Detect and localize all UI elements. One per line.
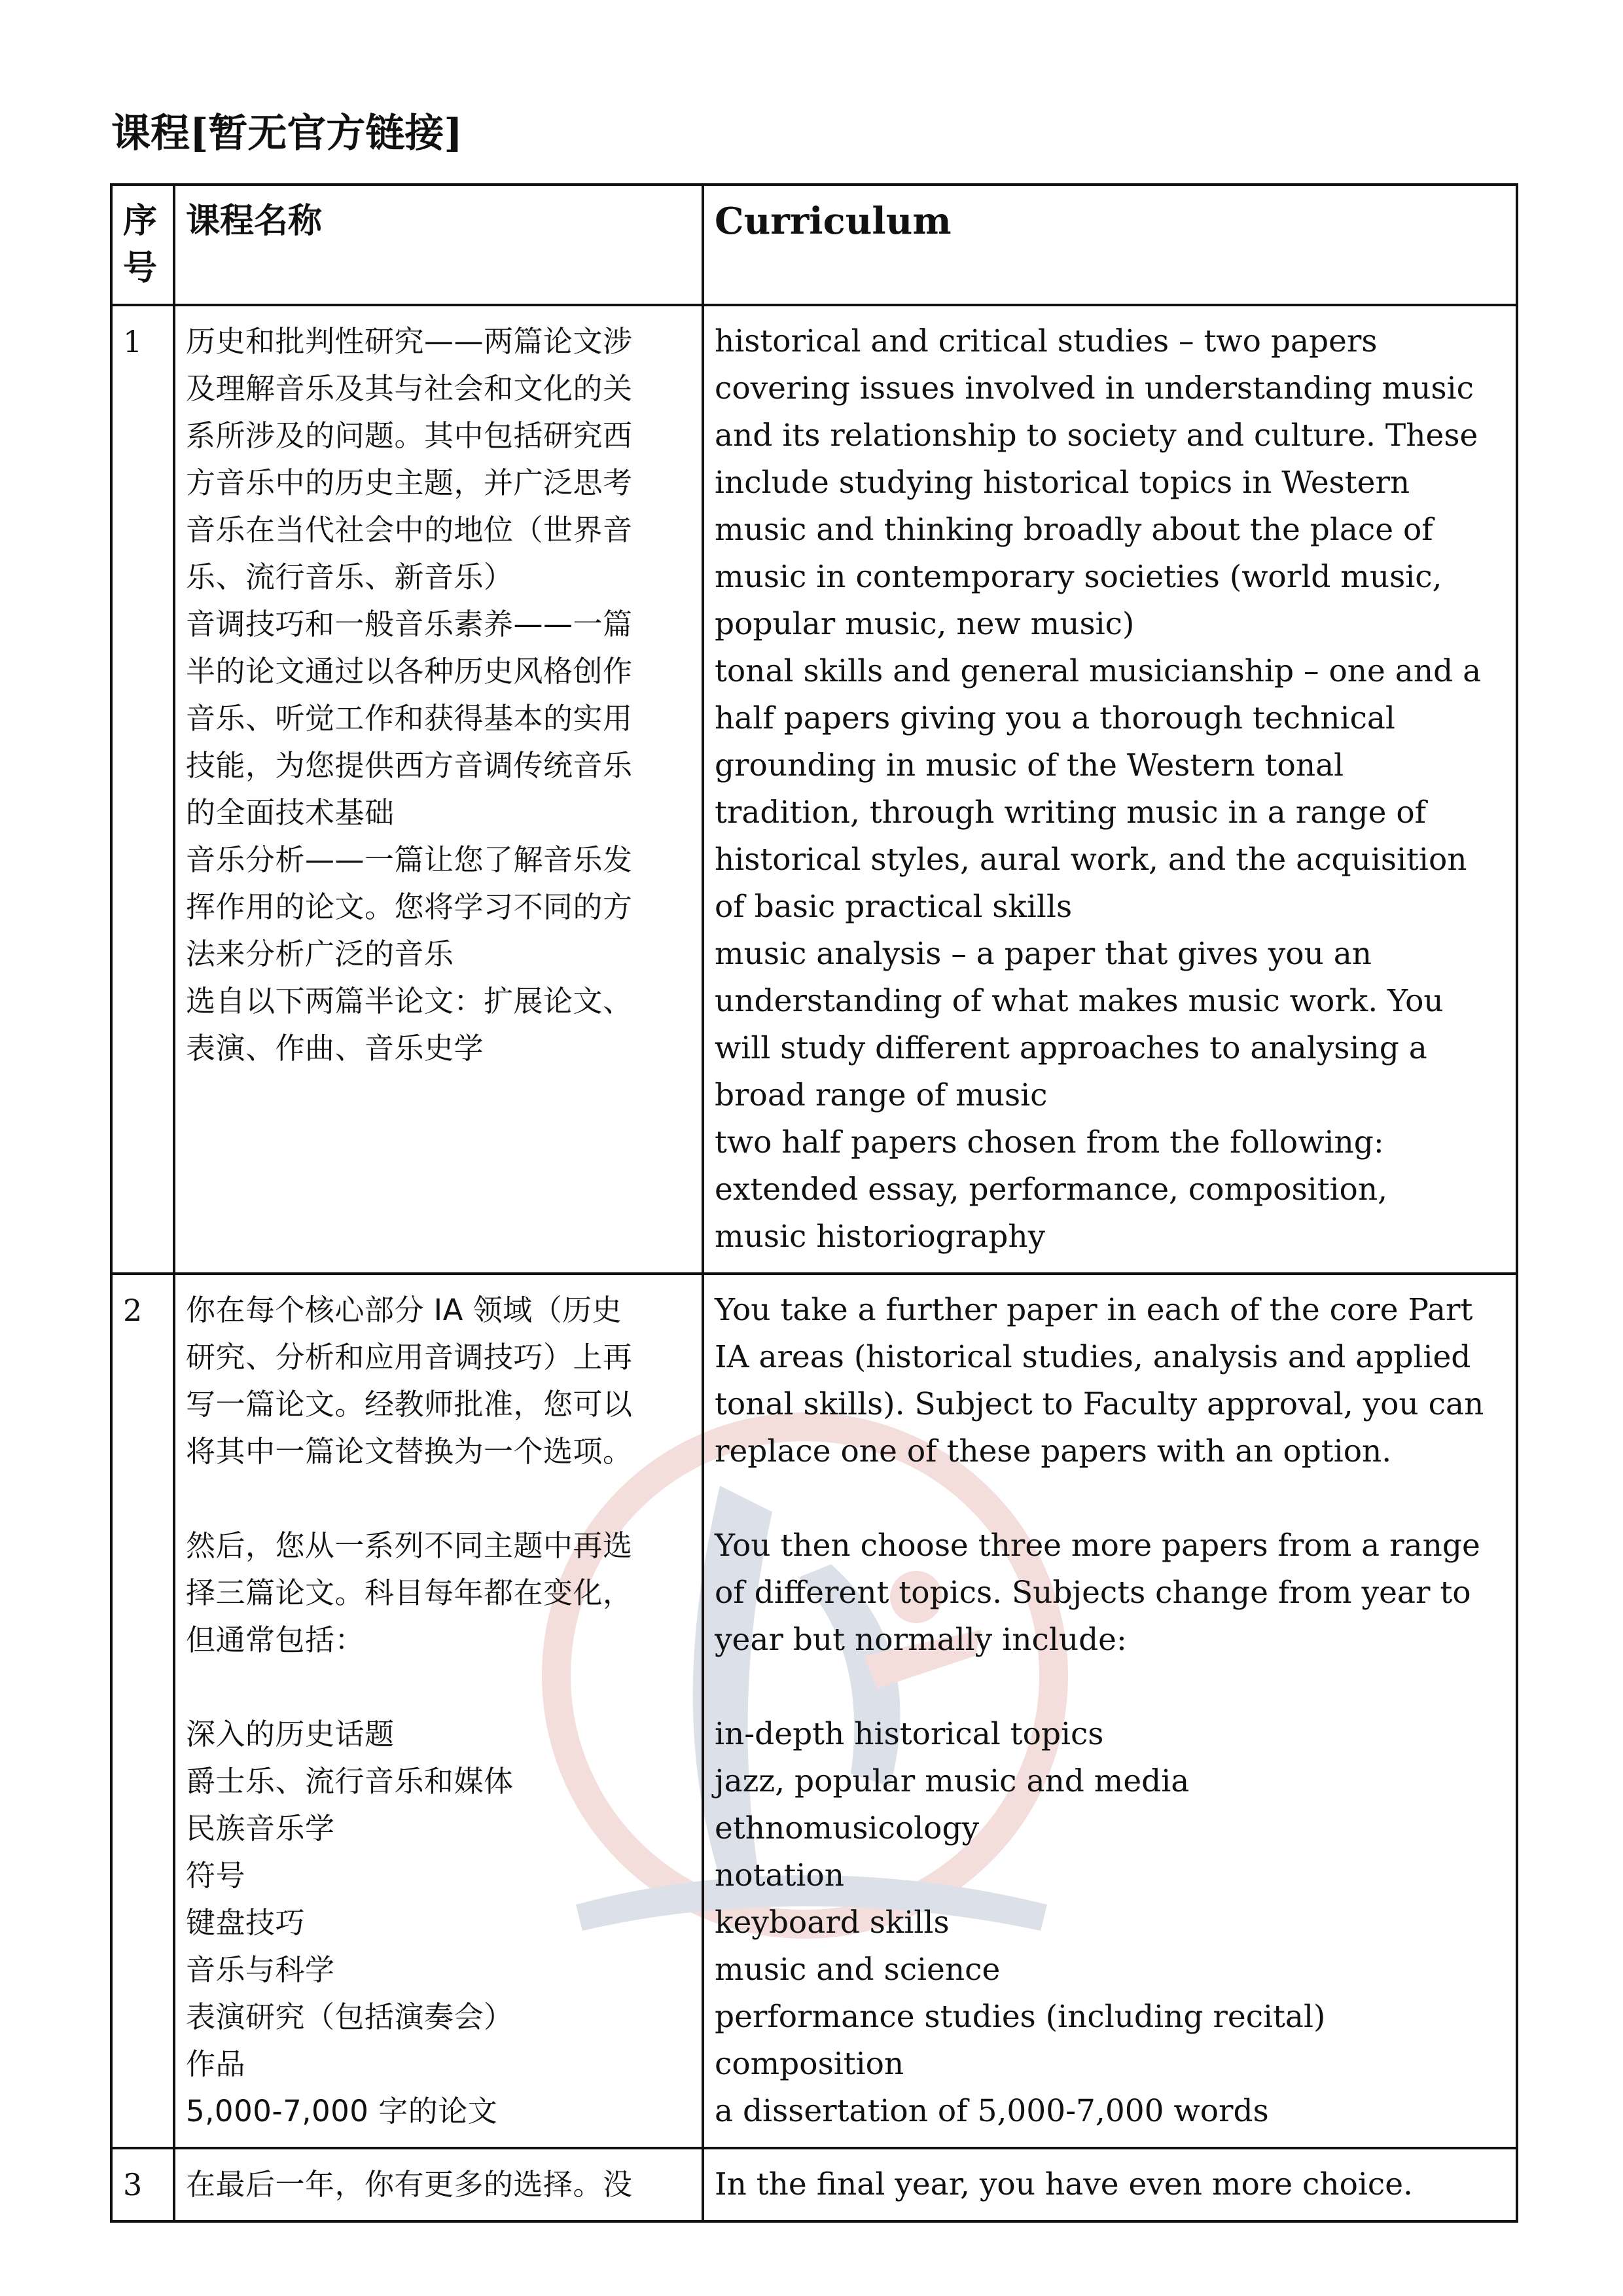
en-text-line: music in contemporary societies (world music, [715, 559, 1442, 595]
en-text-line: extended essay, performance, composition, [715, 1172, 1388, 1208]
row-number-cell [111, 2148, 174, 2221]
zh-text-line: 音乐、听觉工作和获得基本的实用 [186, 701, 633, 736]
en-text-line: composition [715, 2046, 904, 2082]
en-text-line: music and thinking broadly about the place of [715, 512, 1433, 548]
en-text-line: jazz, popular music and media [715, 1763, 1190, 1799]
zh-text-line: 在最后一年，你有更多的选择。没 [186, 2167, 633, 2202]
en-text-line: popular music, new music) [715, 606, 1135, 642]
en-text-line: performance studies (including recital) [715, 1999, 1326, 2035]
en-text-line: and its relationship to society and culture. These [715, 418, 1478, 454]
zh-text-line: 但通常包括： [186, 1623, 365, 1657]
row-number: 1 [123, 324, 143, 359]
blank-line [186, 1475, 691, 1522]
row-number: 3 [123, 2167, 143, 2202]
course-description-zh-cell [174, 305, 703, 1274]
en-text-line: will study different approaches to analysing a [715, 1030, 1427, 1066]
en-text-line: grounding in music of the Western tonal [715, 747, 1344, 783]
curriculum-header: Curriculum [715, 200, 952, 243]
en-text-line: music and science [715, 1952, 1001, 1988]
page-title: 课程[暂无官方链接] [111, 111, 463, 156]
zh-text-line: 历史和批判性研究——两篇论文涉 [186, 324, 633, 359]
zh-text-line: 5,000-7,000 字的论文 [186, 2094, 498, 2128]
zh-text-line: 乐、流行音乐、新音乐） [186, 560, 514, 594]
en-text-line: tradition, through writing music in a range of [715, 795, 1427, 831]
en-text-line: replace one of these papers with an option. [715, 1433, 1392, 1469]
en-text-line: half papers giving you a thorough technical [715, 700, 1395, 736]
en-text-line: year but normally include: [715, 1622, 1127, 1658]
zh-text-line: 深入的历史话题 [186, 1717, 395, 1751]
en-text-line: understanding of what makes music work. You [715, 983, 1444, 1019]
zh-text-line: 音乐分析——一篇让您了解音乐发 [186, 842, 633, 877]
table-row [111, 305, 1517, 1274]
row-number-cell [111, 305, 174, 1274]
zh-text-line: 爵士乐、流行音乐和媒体 [186, 1764, 514, 1799]
course-description-zh-cell [174, 2148, 703, 2221]
blank-line [715, 1475, 1505, 1522]
en-text-line: of different topics. Subjects change from year to [715, 1575, 1471, 1611]
zh-text-line: 研究、分析和应用音调技巧）上再 [186, 1340, 633, 1374]
table-row [111, 2148, 1517, 2221]
en-text-line: You then choose three more papers from a range [715, 1528, 1480, 1564]
zh-text-line: 半的论文通过以各种历史风格创作 [186, 654, 633, 689]
zh-text-line: 系所涉及的问题。其中包括研究西 [186, 418, 633, 453]
en-text-line: music analysis – a paper that gives you an [715, 936, 1372, 972]
en-text-line: In the final year, you have even more choice. [715, 2166, 1414, 2202]
zh-text-line: 你在每个核心部分 IA 领域（历史 [186, 1293, 622, 1327]
zh-text-line: 法来分析广泛的音乐 [186, 937, 454, 971]
table-header-row [111, 185, 1517, 305]
zh-text-line: 方音乐中的历史主题，并广泛思考 [186, 465, 633, 500]
en-text-line: keyboard skills [715, 1905, 950, 1941]
en-text-line: ethnomusicology [715, 1810, 980, 1846]
blank-line [715, 1664, 1505, 1711]
en-text-line: of basic practical skills [715, 889, 1073, 925]
en-text-line: tonal skills). Subject to Faculty approval, you can [715, 1386, 1484, 1422]
course-name-header: 课程名称 [186, 202, 323, 241]
zh-text-line: 的全面技术基础 [186, 795, 395, 830]
en-text-line: include studying historical topics in Western [715, 465, 1410, 501]
curriculum-header-cell [703, 185, 1517, 305]
zh-text-line: 及理解音乐及其与社会和文化的关 [186, 371, 633, 406]
en-text-line: IA areas (historical studies, analysis and applied [715, 1339, 1471, 1375]
en-text-line: covering issues involved in understanding music [715, 370, 1474, 406]
row-number: 2 [123, 1293, 143, 1328]
zh-text-line: 表演研究（包括演奏会） [186, 2000, 514, 2034]
table-row [111, 1274, 1517, 2148]
zh-text-line: 音乐与科学 [186, 1952, 335, 1987]
zh-text-line: 将其中一篇论文替换为一个选项。 [186, 1434, 633, 1469]
curriculum-en-cell [703, 2148, 1517, 2221]
row-number-cell [111, 1274, 174, 2148]
zh-text-line: 选自以下两篇半论文：扩展论文、 [186, 984, 633, 1018]
zh-text-line: 然后，您从一系列不同主题中再选 [186, 1528, 633, 1563]
curriculum-en-cell [703, 1274, 1517, 2148]
seq-header-line-1: 序 [123, 202, 158, 241]
en-text-line: broad range of music [715, 1077, 1048, 1113]
zh-text-line: 作品 [186, 2047, 246, 2081]
en-text-line: a dissertation of 5,000-7,000 words [715, 2093, 1269, 2129]
en-text-line: in-depth historical topics [715, 1716, 1104, 1752]
zh-text-line: 符号 [186, 1858, 246, 1893]
en-text-line: historical and critical studies – two papers [715, 323, 1378, 359]
zh-text-line: 表演、作曲、音乐史学 [186, 1031, 484, 1066]
seq-header-line-2: 号 [123, 249, 158, 288]
curriculum-en-cell [703, 305, 1517, 1274]
en-text-line: tonal skills and general musicianship – one and a [715, 653, 1482, 689]
curriculum-table [110, 183, 1518, 2223]
en-text-line: notation [715, 1857, 844, 1893]
blank-line [186, 1664, 691, 1711]
zh-text-line: 技能，为您提供西方音调传统音乐 [186, 748, 633, 783]
zh-text-line: 音乐在当代社会中的地位（世界音 [186, 512, 633, 547]
en-text-line: music historiography [715, 1219, 1046, 1255]
zh-text-line: 挥作用的论文。您将学习不同的方 [186, 889, 633, 924]
zh-text-line: 民族音乐学 [186, 1811, 335, 1846]
course-description-zh-cell [174, 1274, 703, 2148]
zh-text-line: 键盘技巧 [186, 1905, 306, 1940]
seq-header-cell [111, 185, 174, 305]
zh-text-line: 音调技巧和一般音乐素养——一篇 [186, 607, 633, 641]
en-text-line: historical styles, aural work, and the acquisition [715, 842, 1467, 878]
en-text-line: two half papers chosen from the following: [715, 1124, 1384, 1160]
zh-text-line: 择三篇论文。科目每年都在变化， [186, 1575, 633, 1610]
course-name-header-cell [174, 185, 703, 305]
zh-text-line: 写一篇论文。经教师批准，您可以 [186, 1387, 633, 1422]
en-text-line: You take a further paper in each of the core Part [715, 1292, 1473, 1328]
